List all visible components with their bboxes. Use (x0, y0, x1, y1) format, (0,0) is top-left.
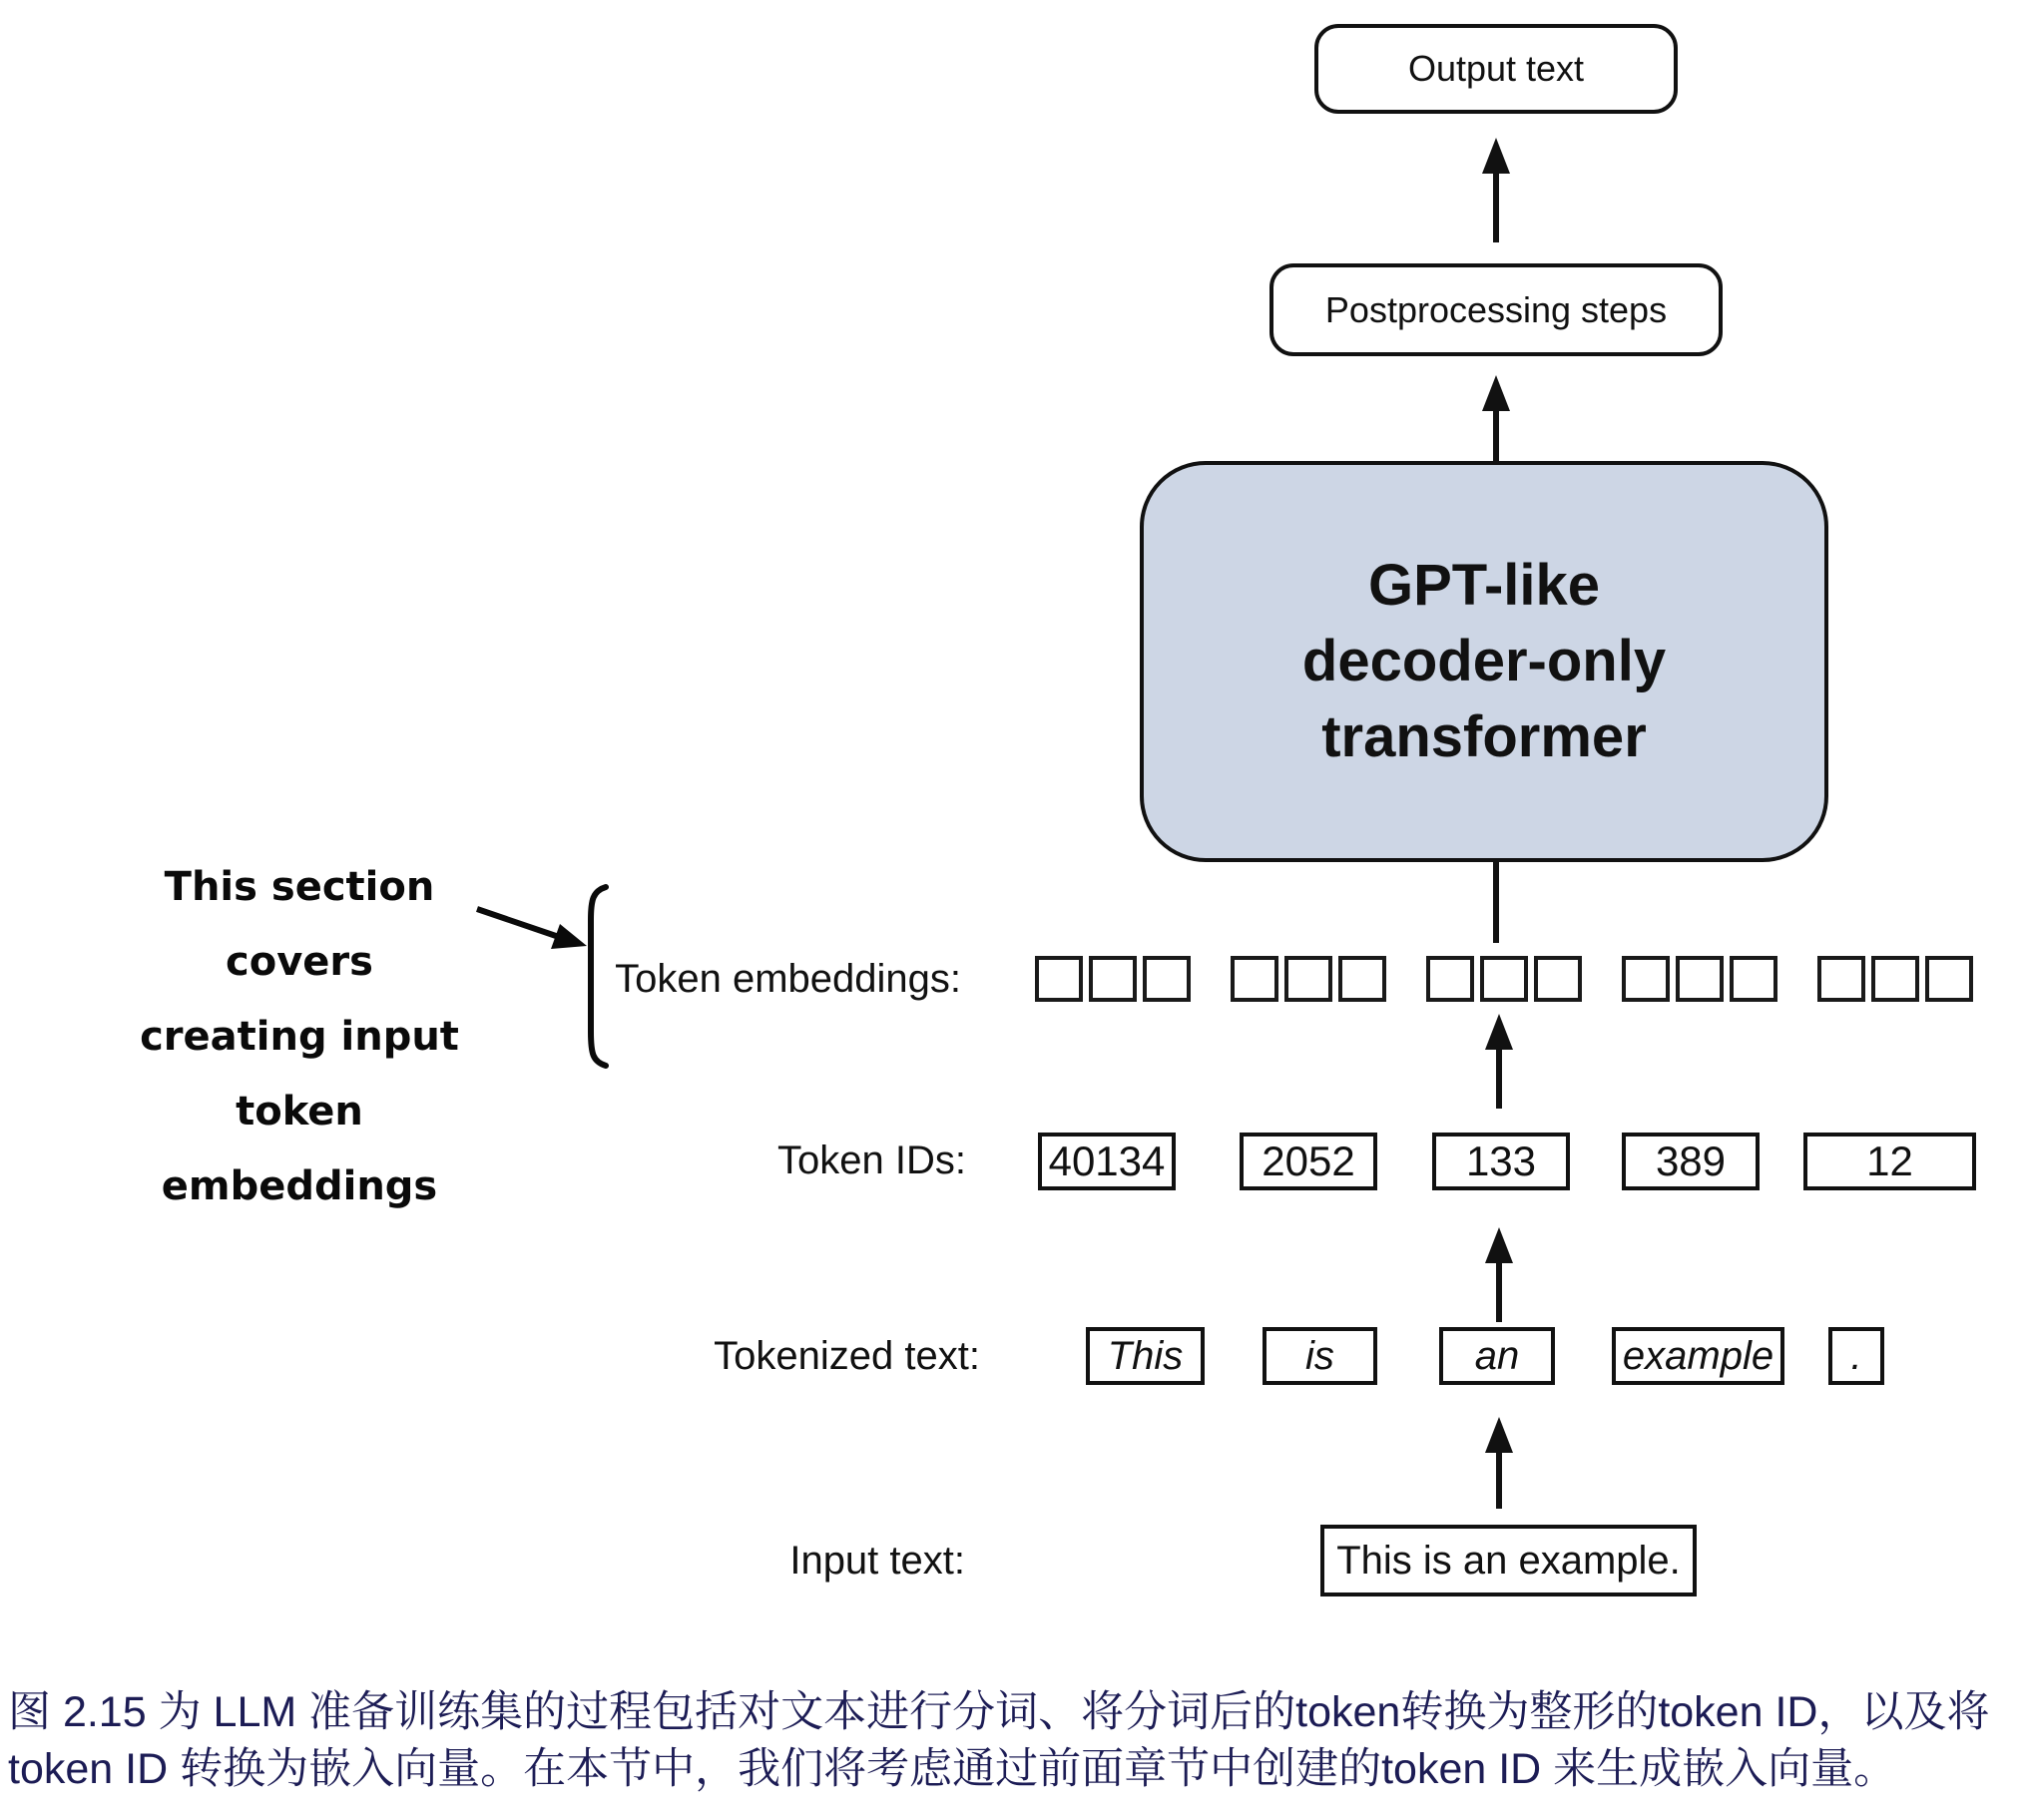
token-id-box (1240, 1133, 1377, 1190)
embedding-cell (1676, 956, 1724, 1002)
arrow-up-icon (1482, 138, 1510, 242)
embedding-cell (1338, 956, 1386, 1002)
token-id-value: 40134 (1048, 1138, 1166, 1184)
token-value: an (1474, 1333, 1520, 1378)
embedding-cell (1622, 956, 1670, 1002)
margin-note-line-1: This section covers (164, 864, 435, 985)
token-id-value: 12 (1866, 1138, 1913, 1184)
embedding-group (1817, 956, 1973, 1002)
token-box (1612, 1327, 1784, 1385)
brace-icon (591, 887, 606, 1066)
embedding-group (1426, 956, 1582, 1002)
token-id-value: 389 (1655, 1138, 1727, 1184)
token-id-box (1432, 1133, 1570, 1190)
embedding-cell (1143, 956, 1191, 1002)
figure-caption (8, 1684, 1989, 1798)
token-value: is (1305, 1333, 1334, 1378)
embedding-cell (1035, 956, 1083, 1002)
embedding-cell (1231, 956, 1278, 1002)
embedding-cell (1480, 956, 1528, 1002)
arrow-up-icon (1485, 1014, 1513, 1109)
token-box (1828, 1327, 1884, 1385)
embedding-cell (1426, 956, 1474, 1002)
output-text-node (1314, 24, 1678, 114)
token-id-box (1622, 1133, 1760, 1190)
token-value: example (1622, 1333, 1774, 1378)
output-text-label: Output text (1407, 48, 1585, 89)
margin-note-line-2: creating input token (140, 1014, 459, 1135)
embedding-group (1622, 956, 1777, 1002)
token-value: . (1850, 1333, 1862, 1378)
gpt-line-3: transformer (1321, 704, 1647, 769)
arrow-up-icon (1485, 1417, 1513, 1509)
token-id-value: 133 (1465, 1138, 1537, 1184)
arrow-up-icon (1485, 1227, 1513, 1322)
token-id-value: 2052 (1262, 1138, 1355, 1184)
caption-line-2: token ID 转换为嵌入向量。在本节中，我们将考虑通过前面章节中创建的token ID 来生成嵌入向量。 (8, 1745, 1897, 1793)
embedding-cell (1817, 956, 1865, 1002)
input-text-label: Input text: (789, 1539, 965, 1583)
embedding-cell (1284, 956, 1332, 1002)
margin-note-line-3: embeddings (161, 1163, 438, 1209)
token-id-box (1038, 1133, 1176, 1190)
gpt-line-1: GPT-like (1367, 553, 1601, 618)
embedding-cell (1925, 956, 1973, 1002)
token-box (1086, 1327, 1205, 1385)
token-ids-label: Token IDs: (777, 1138, 966, 1182)
postprocessing-node (1269, 263, 1723, 356)
gpt-transformer-node (1140, 461, 1828, 862)
margin-note (90, 850, 509, 1224)
token-box (1439, 1327, 1555, 1385)
embedding-group (1035, 956, 1191, 1002)
input-text-box (1320, 1525, 1697, 1596)
embedding-cell (1871, 956, 1919, 1002)
token-value: This (1107, 1333, 1184, 1378)
embedding-group (1231, 956, 1386, 1002)
gpt-line-2: decoder-only (1301, 629, 1667, 693)
token-embeddings-label: Token embeddings: (615, 957, 961, 1001)
tokenized-text-label: Tokenized text: (714, 1334, 980, 1378)
input-text-value: This is an example. (1336, 1538, 1681, 1583)
token-id-box (1803, 1133, 1976, 1190)
caption-line-1: 图 2.15 为 LLM 准备训练集的过程包括对文本进行分词、将分词后的token转换为整形的token ID，以及将 (8, 1688, 1990, 1736)
embedding-cell (1730, 956, 1777, 1002)
token-box (1263, 1327, 1377, 1385)
postprocessing-label: Postprocessing steps (1324, 288, 1668, 330)
embedding-cell (1089, 956, 1137, 1002)
embedding-cell (1534, 956, 1582, 1002)
